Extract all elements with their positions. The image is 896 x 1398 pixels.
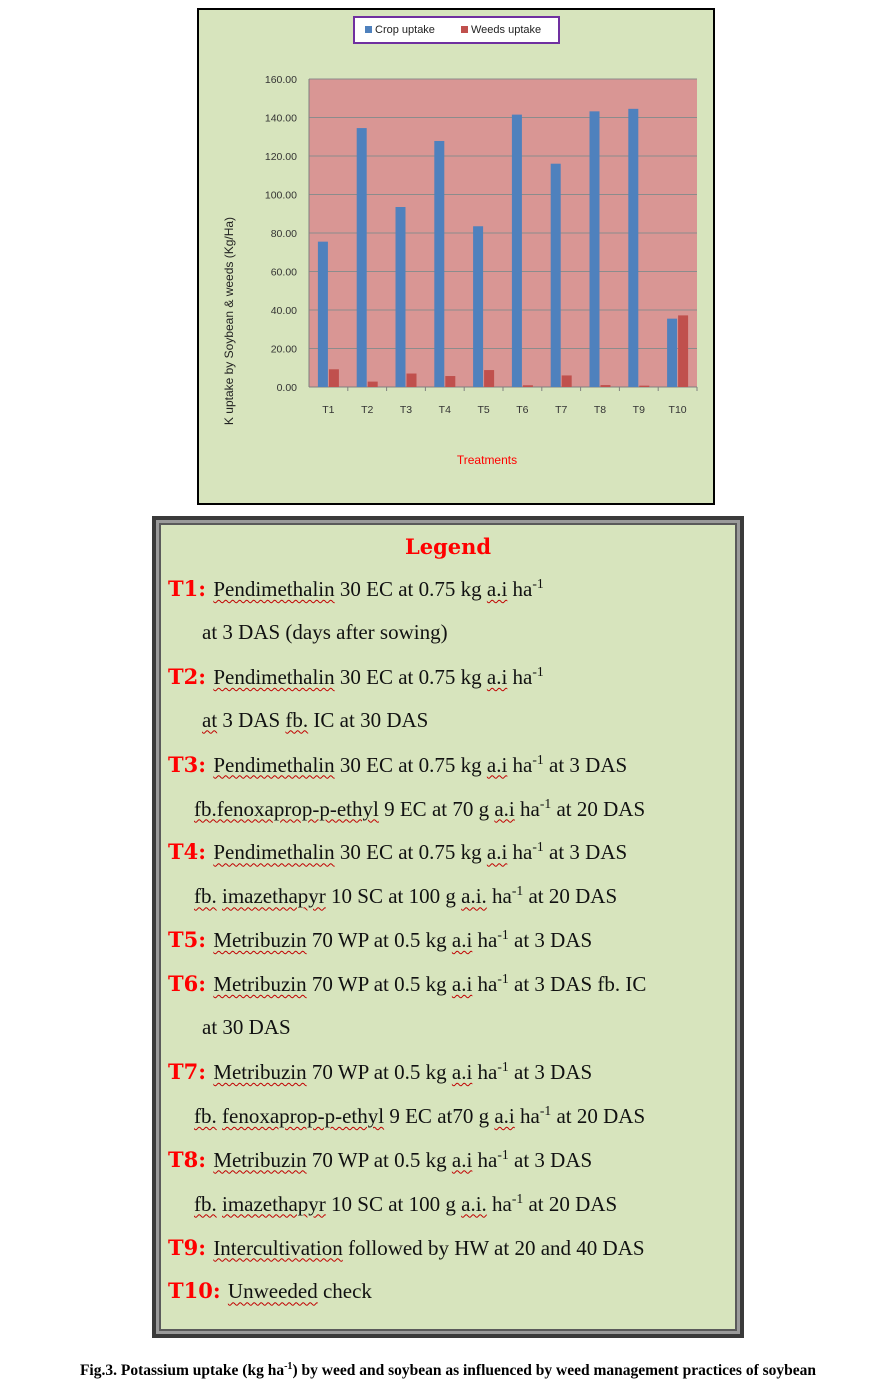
- unit-superscript: -1: [497, 1058, 509, 1074]
- treatment-code: T4:: [168, 839, 214, 865]
- legend-line: [194, 1103, 645, 1129]
- bar-weeds-t9: [639, 386, 649, 387]
- bar-crop-t8: [590, 111, 600, 387]
- y-tick-label: 120.00: [264, 151, 297, 163]
- unit-superscript: -1: [497, 1146, 509, 1162]
- figure-caption: [0, 1361, 896, 1380]
- legend-swatch-weeds: [461, 26, 468, 33]
- legend-line: [168, 1147, 592, 1173]
- bar-weeds-t4: [445, 376, 455, 387]
- y-tick-label: 160.00: [264, 74, 297, 86]
- x-tick-label: T8: [593, 404, 607, 416]
- bar-weeds-t8: [601, 385, 611, 387]
- x-tick-label: T7: [555, 404, 568, 416]
- caption-superscript: -1: [284, 1361, 293, 1372]
- x-tick-label: T9: [632, 404, 645, 416]
- bar-crop-t10: [667, 319, 677, 387]
- legend-line: [168, 971, 646, 997]
- x-tick-label: T1: [322, 404, 335, 416]
- treatment-text: Pendimethalin 30 EC at 0.75 kg a.i ha: [213, 752, 533, 777]
- bar-crop-t9: [628, 109, 638, 387]
- bar-crop-t6: [512, 115, 522, 387]
- treatment-text-rest: at 3 DAS: [508, 1059, 593, 1084]
- treatment-text-rest: at 20 DAS: [523, 1191, 618, 1216]
- caption-text: Fig.3. Potassium uptake (kg ha: [79, 1362, 285, 1380]
- legend-line: [194, 1191, 617, 1217]
- x-tick-label: T3: [399, 404, 413, 416]
- bar-weeds-t3: [407, 374, 417, 387]
- bar-weeds-t6: [523, 385, 533, 387]
- bar-crop-t1: [318, 242, 328, 387]
- treatment-code: T1:: [168, 576, 214, 601]
- bar-crop-t2: [357, 128, 367, 387]
- unit-superscript: -1: [532, 576, 544, 591]
- unit-superscript: -1: [497, 971, 509, 987]
- bar-weeds-t10: [678, 315, 688, 387]
- y-tick-label: 60.00: [270, 266, 297, 279]
- treatment-text: Pendimethalin 30 EC at 0.75 kg a.i ha: [213, 840, 533, 865]
- treatment-code: T6:: [168, 971, 214, 997]
- treatment-text-rest: at 3 DAS: [543, 752, 628, 777]
- treatment-text: fb.fenoxaprop-p-ethyl 9 EC at 70 g a.i ha: [194, 796, 540, 821]
- legend-line: [202, 1015, 291, 1040]
- y-tick-label: 0.00: [276, 382, 297, 394]
- treatment-text: at 3 DAS fb. IC at 30 DAS: [202, 707, 429, 732]
- y-axis-label: K uptake by Soybean & weeds (Kg/Ha): [222, 216, 236, 426]
- treatment-text: Unweeded check: [227, 1279, 372, 1304]
- treatment-text: Pendimethalin 30 EC at 0.75 kg a.i ha: [213, 577, 533, 601]
- bar-weeds-t7: [562, 375, 572, 387]
- treatment-text-rest: at 20 DAS: [551, 1103, 646, 1128]
- chart-frame: [197, 8, 715, 505]
- x-tick-label: T5: [477, 404, 490, 416]
- y-tick-label: 80.00: [270, 228, 297, 240]
- treatment-text-rest: at 3 DAS fb. IC: [508, 972, 647, 997]
- treatment-code: T3:: [168, 751, 214, 777]
- legend-line: [168, 927, 592, 953]
- x-tick-label: T10: [668, 404, 687, 416]
- treatment-text: Intercultivation followed by HW at 20 and 40 DAS: [213, 1235, 645, 1260]
- y-tick-label: 20.00: [270, 343, 297, 356]
- bar-crop-t3: [396, 207, 406, 387]
- legend-line: [168, 576, 544, 602]
- legend-line: [168, 1278, 372, 1304]
- treatment-text-rest: at 3 DAS: [543, 840, 628, 865]
- treatment-text: Metribuzin 70 WP at 0.5 kg a.i ha: [213, 1059, 498, 1084]
- x-tick-label: T2: [361, 404, 374, 416]
- bar-chart: [199, 10, 713, 503]
- y-tick-label: 40.00: [270, 305, 297, 317]
- legend-label-crop: Crop uptake: [375, 24, 435, 36]
- bar-crop-t5: [473, 226, 483, 387]
- legend-line: [194, 883, 617, 909]
- treatment-text: fb. imazethapyr 10 SC at 100 g a.i. ha: [194, 884, 512, 909]
- unit-superscript: -1: [532, 751, 544, 767]
- legend-line: [168, 1235, 645, 1261]
- y-tick-label: 140.00: [264, 112, 297, 125]
- unit-superscript: -1: [532, 839, 544, 855]
- unit-superscript: -1: [497, 927, 509, 943]
- treatment-code: T2:: [168, 663, 214, 689]
- legend-line: [168, 1059, 592, 1085]
- treatment-code: T8:: [168, 1146, 214, 1172]
- x-tick-label: T6: [516, 404, 529, 416]
- legend-title: Legend: [404, 534, 492, 559]
- legend-line: [194, 796, 645, 822]
- treatment-text-rest: at 3 DAS: [508, 1147, 593, 1172]
- caption-text-end: ) by weed and soybean as influenced by weed management practices of soybean: [292, 1362, 817, 1380]
- treatment-text: Metribuzin 70 WP at 0.5 kg a.i ha: [213, 928, 498, 953]
- x-tick-label: T4: [438, 404, 451, 416]
- treatment-text: fb. fenoxaprop-p-ethyl 9 EC at70 g a.i ha: [194, 1103, 540, 1128]
- treatment-text: fb. imazethapyr 10 SC at 100 g a.i. ha: [194, 1191, 512, 1216]
- legend-line: [168, 752, 627, 778]
- unit-superscript: -1: [511, 883, 524, 899]
- treatment-text-rest: at 3 DAS: [508, 928, 593, 953]
- bar-weeds-t5: [484, 370, 494, 387]
- treatment-text: at 3 DAS (days after sowing): [202, 619, 448, 644]
- legend-panel: [152, 516, 744, 1338]
- bar-crop-t4: [434, 141, 444, 387]
- treatment-text: Metribuzin 70 WP at 0.5 kg a.i ha: [213, 1147, 498, 1172]
- treatment-text-rest: at 20 DAS: [523, 884, 618, 909]
- unit-superscript: -1: [532, 663, 544, 679]
- unit-superscript: -1: [511, 1190, 524, 1206]
- treatment-code: T5:: [168, 927, 214, 953]
- y-tick-label: 100.00: [264, 189, 297, 202]
- bar-weeds-t2: [368, 382, 378, 387]
- legend-swatch-crop: [365, 26, 372, 33]
- treatment-code: T10:: [168, 1278, 228, 1304]
- treatment-text: at 30 DAS: [202, 1015, 291, 1039]
- legend-line: [168, 664, 544, 690]
- legend-line: [202, 620, 448, 645]
- bar-weeds-t1: [329, 369, 339, 387]
- unit-superscript: -1: [539, 1102, 552, 1118]
- bar-crop-t7: [551, 164, 561, 387]
- unit-superscript: -1: [539, 795, 552, 811]
- legend-line: [202, 708, 428, 733]
- treatment-code: T9:: [168, 1234, 214, 1260]
- treatment-text: Metribuzin 70 WP at 0.5 kg a.i ha: [213, 972, 498, 997]
- treatment-text-rest: at 20 DAS: [551, 796, 646, 821]
- legend-line: [168, 839, 627, 865]
- treatment-text: Pendimethalin 30 EC at 0.75 kg a.i ha: [213, 664, 533, 689]
- x-axis-label: Treatments: [456, 453, 518, 467]
- treatment-code: T7:: [168, 1058, 214, 1084]
- legend-label-weeds: Weeds uptake: [471, 24, 542, 36]
